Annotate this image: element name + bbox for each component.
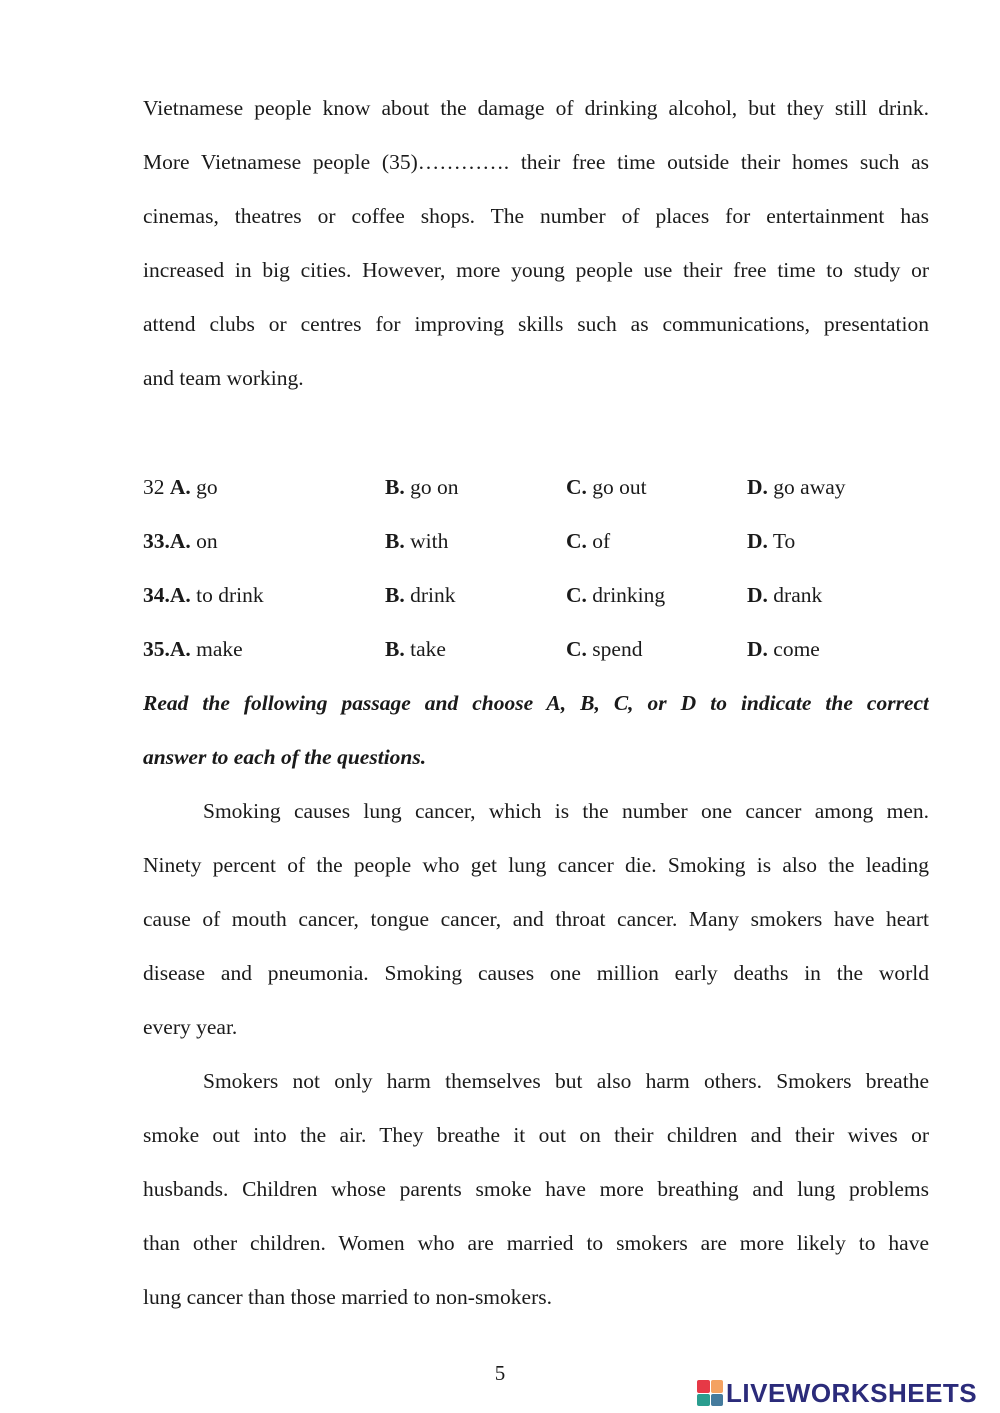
option-text: To <box>767 529 796 553</box>
option-letter: B. <box>385 583 405 607</box>
option-text: spend <box>586 637 643 661</box>
passage-line: lung cancer than those married to non-smokers. <box>143 1285 552 1309</box>
passage-line: disease and pneumonia. Smoking causes one million early deaths in the world <box>143 961 929 985</box>
question-number: 35. <box>143 637 170 661</box>
option-text: go <box>190 475 218 499</box>
page-number: 5 <box>494 1361 506 1385</box>
option-text: drank <box>767 583 823 607</box>
option-letter: D. <box>747 529 768 553</box>
option-b[interactable] <box>385 526 448 556</box>
passage-line: than other children. Women who are married to smokers are more likely to have <box>143 1231 929 1255</box>
option-c[interactable] <box>566 472 647 502</box>
option-b[interactable] <box>385 634 446 664</box>
option-text: drink <box>404 583 456 607</box>
option-text: go out <box>586 475 647 499</box>
passage-line: cinemas, theatres or coffee shops. The number of places for entertainment has <box>143 204 929 228</box>
question-35 <box>143 634 929 664</box>
passage-line: Smoking causes lung cancer, which is the number one cancer among men. <box>203 799 929 823</box>
passage-line: Ninety percent of the people who get lung cancer die. Smoking is also the leading <box>143 853 929 877</box>
option-letter: A. <box>169 637 191 661</box>
option-d[interactable] <box>747 526 795 556</box>
liveworksheets-logo-icon <box>697 1380 723 1406</box>
passage-line: Smokers not only harm themselves but also harm others. Smokers breathe <box>203 1069 929 1093</box>
passage-line: cause of mouth cancer, tongue cancer, and throat cancer. Many smokers have heart <box>143 907 929 931</box>
option-letter: C. <box>566 583 587 607</box>
option-a[interactable] <box>143 634 243 664</box>
brand-name: LIVEWORKSHEETS <box>726 1378 978 1408</box>
question-34 <box>143 580 929 610</box>
option-text: to drink <box>190 583 264 607</box>
option-b[interactable] <box>385 580 455 610</box>
option-c[interactable] <box>566 580 665 610</box>
option-letter: A. <box>169 475 191 499</box>
question-number: 32 <box>143 475 170 499</box>
option-a[interactable] <box>143 526 218 556</box>
question-32 <box>143 472 929 502</box>
option-d[interactable] <box>747 634 820 664</box>
instruction-line: Read the following passage and choose A, B, C, or D to indicate the correct <box>143 691 929 715</box>
question-number: 34. <box>143 583 170 607</box>
question-33 <box>143 526 929 556</box>
option-text: go away <box>767 475 846 499</box>
option-text: go on <box>404 475 459 499</box>
passage-line: smoke out into the air. They breathe it out on their children and their wives or <box>143 1123 929 1147</box>
passage-line: every year. <box>143 1015 238 1039</box>
option-letter: A. <box>169 529 191 553</box>
option-c[interactable] <box>566 526 610 556</box>
option-letter: B. <box>385 475 405 499</box>
option-d[interactable] <box>747 472 846 502</box>
option-text: on <box>190 529 218 553</box>
passage-line: and team working. <box>143 366 304 390</box>
passage-line: More Vietnamese people (35)…………. their free time outside their homes such as <box>143 150 929 174</box>
instruction-line: answer to each of the questions. <box>143 745 427 769</box>
passage-line: attend clubs or centres for improving skills such as communications, presentation <box>143 312 929 336</box>
option-c[interactable] <box>566 634 642 664</box>
option-letter: D. <box>747 475 768 499</box>
option-letter: B. <box>385 637 405 661</box>
liveworksheets-brand[interactable] <box>697 1378 977 1408</box>
option-letter: D. <box>747 637 768 661</box>
option-a[interactable] <box>143 580 264 610</box>
option-text: make <box>190 637 243 661</box>
option-letter: C. <box>566 637 587 661</box>
option-d[interactable] <box>747 580 822 610</box>
option-letter: D. <box>747 583 768 607</box>
option-text: take <box>404 637 446 661</box>
option-letter: A. <box>169 583 191 607</box>
option-letter: B. <box>385 529 405 553</box>
passage-line: husbands. Children whose parents smoke have more breathing and lung problems <box>143 1177 929 1201</box>
option-text: of <box>586 529 611 553</box>
question-number: 33. <box>143 529 170 553</box>
option-a[interactable] <box>143 472 218 502</box>
option-letter: C. <box>566 475 587 499</box>
option-b[interactable] <box>385 472 458 502</box>
passage-line: increased in big cities. However, more young people use their free time to study or <box>143 258 929 282</box>
option-text: with <box>404 529 449 553</box>
option-text: drinking <box>586 583 666 607</box>
passage-line: Vietnamese people know about the damage of drinking alcohol, but they still drink. <box>143 96 929 120</box>
option-text: come <box>767 637 820 661</box>
option-letter: C. <box>566 529 587 553</box>
